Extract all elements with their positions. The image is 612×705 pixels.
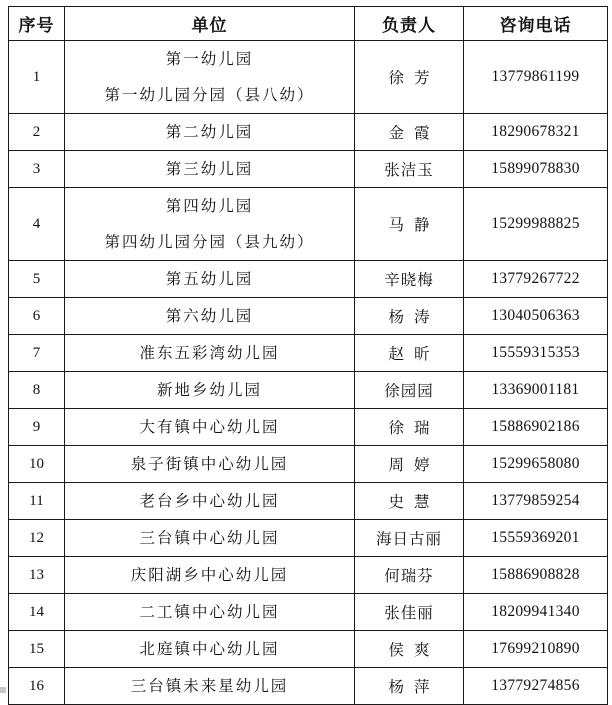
row-number: 5: [9, 261, 65, 298]
unit-cell: [65, 520, 355, 557]
unit-cell: [65, 335, 355, 372]
table-row: [9, 298, 608, 335]
row-number: 10: [9, 446, 65, 483]
table-row: [9, 261, 608, 298]
owner-name: 杨萍: [355, 668, 464, 705]
owner-name: 辛晓梅: [355, 261, 464, 298]
unit-cell: [65, 151, 355, 188]
unit-name: 二工镇中心幼儿园: [139, 603, 280, 621]
unit-name: 第六幼儿园: [165, 307, 254, 325]
owner-name: 马静: [355, 188, 464, 261]
phone-number: 17699210890: [464, 631, 608, 668]
table-row: [9, 41, 608, 114]
unit-name: 新地乡幼儿园: [156, 381, 262, 399]
phone-number: 15299988825: [464, 188, 608, 261]
row-number: 9: [9, 409, 65, 446]
unit-name: 第一幼儿园: [165, 50, 254, 68]
row-number: 1: [9, 41, 65, 114]
row-number: 3: [9, 151, 65, 188]
table-row: [9, 668, 608, 705]
table-row: [9, 557, 608, 594]
phone-number: 15559369201: [464, 520, 608, 557]
phone-number: 15899078830: [464, 151, 608, 188]
phone-number: 13369001181: [464, 372, 608, 409]
unit-name: 准东五彩湾幼儿园: [139, 344, 280, 362]
row-number: 11: [9, 483, 65, 520]
row-number: 14: [9, 594, 65, 631]
owner-name: 张佳丽: [355, 594, 464, 631]
header-unit: 单位: [65, 7, 355, 41]
table-row: [9, 409, 608, 446]
table-row: [9, 594, 608, 631]
unit-cell: [65, 483, 355, 520]
table-row: [9, 483, 608, 520]
phone-number: 15299658080: [464, 446, 608, 483]
owner-name: 徐瑞: [355, 409, 464, 446]
owner-name: 赵昕: [355, 335, 464, 372]
phone-number: 13779274856: [464, 668, 608, 705]
phone-number: 13779861199: [464, 41, 608, 114]
phone-number: 13779267722: [464, 261, 608, 298]
unit-cell: [65, 41, 355, 114]
unit-name: 庆阳湖乡中心幼儿园: [130, 566, 289, 584]
row-number: 8: [9, 372, 65, 409]
table-row: [9, 372, 608, 409]
owner-name: 张洁玉: [355, 151, 464, 188]
table-row: [9, 335, 608, 372]
unit-cell: [65, 409, 355, 446]
table-header: [9, 7, 608, 41]
owner-name: 徐园园: [355, 372, 464, 409]
table-row: [9, 631, 608, 668]
unit-name: 老台乡中心幼儿园: [139, 492, 280, 510]
phone-number: 15886908828: [464, 557, 608, 594]
phone-number: 18209941340: [464, 594, 608, 631]
unit-name: 大有镇中心幼儿园: [139, 418, 280, 436]
row-number: 7: [9, 335, 65, 372]
header-phone: 咨询电话: [464, 7, 608, 41]
unit-cell: [65, 557, 355, 594]
table-row: [9, 446, 608, 483]
unit-name: 三台镇未来星幼儿园: [130, 677, 289, 695]
row-number: 2: [9, 114, 65, 151]
owner-name: 金霞: [355, 114, 464, 151]
unit-cell: [65, 114, 355, 151]
contact-table-wrapper: [8, 6, 608, 705]
header-no: 序号: [9, 7, 65, 41]
owner-name: 杨涛: [355, 298, 464, 335]
table-row: [9, 151, 608, 188]
row-number: 16: [9, 668, 65, 705]
phone-number: 13779859254: [464, 483, 608, 520]
unit-cell: [65, 188, 355, 261]
kindergarten-contact-table: [8, 6, 608, 705]
unit-name: 三台镇中心幼儿园: [139, 529, 280, 547]
page-edge-mark: [0, 687, 6, 693]
unit-name: 泉子街镇中心幼儿园: [130, 455, 289, 473]
unit-name: 第三幼儿园: [165, 160, 254, 178]
unit-name: 第二幼儿园: [165, 123, 254, 141]
header-owner: 负责人: [355, 7, 464, 41]
unit-cell: [65, 261, 355, 298]
table-row: [9, 520, 608, 557]
unit-name: 第一幼儿园分园（县八幼）: [104, 86, 315, 104]
row-number: 4: [9, 188, 65, 261]
unit-cell: [65, 631, 355, 668]
header-row: [9, 7, 608, 41]
unit-cell: [65, 668, 355, 705]
phone-number: 18290678321: [464, 114, 608, 151]
unit-name: 第五幼儿园: [165, 270, 254, 288]
owner-name: 海日古丽: [355, 520, 464, 557]
row-number: 12: [9, 520, 65, 557]
phone-number: 13040506363: [464, 298, 608, 335]
owner-name: 徐芳: [355, 41, 464, 114]
owner-name: 周婷: [355, 446, 464, 483]
unit-name: 第四幼儿园: [165, 197, 254, 215]
table-row: [9, 114, 608, 151]
owner-name: 史慧: [355, 483, 464, 520]
unit-cell: [65, 298, 355, 335]
phone-number: 15559315353: [464, 335, 608, 372]
row-number: 6: [9, 298, 65, 335]
unit-cell: [65, 446, 355, 483]
phone-number: 15886902186: [464, 409, 608, 446]
table-row: [9, 188, 608, 261]
row-number: 15: [9, 631, 65, 668]
owner-name: 侯爽: [355, 631, 464, 668]
owner-name: 何瑞芬: [355, 557, 464, 594]
unit-cell: [65, 372, 355, 409]
unit-cell: [65, 594, 355, 631]
table-body: [9, 41, 608, 705]
unit-name: 北庭镇中心幼儿园: [139, 640, 280, 658]
unit-name: 第四幼儿园分园（县九幼）: [104, 233, 315, 251]
row-number: 13: [9, 557, 65, 594]
